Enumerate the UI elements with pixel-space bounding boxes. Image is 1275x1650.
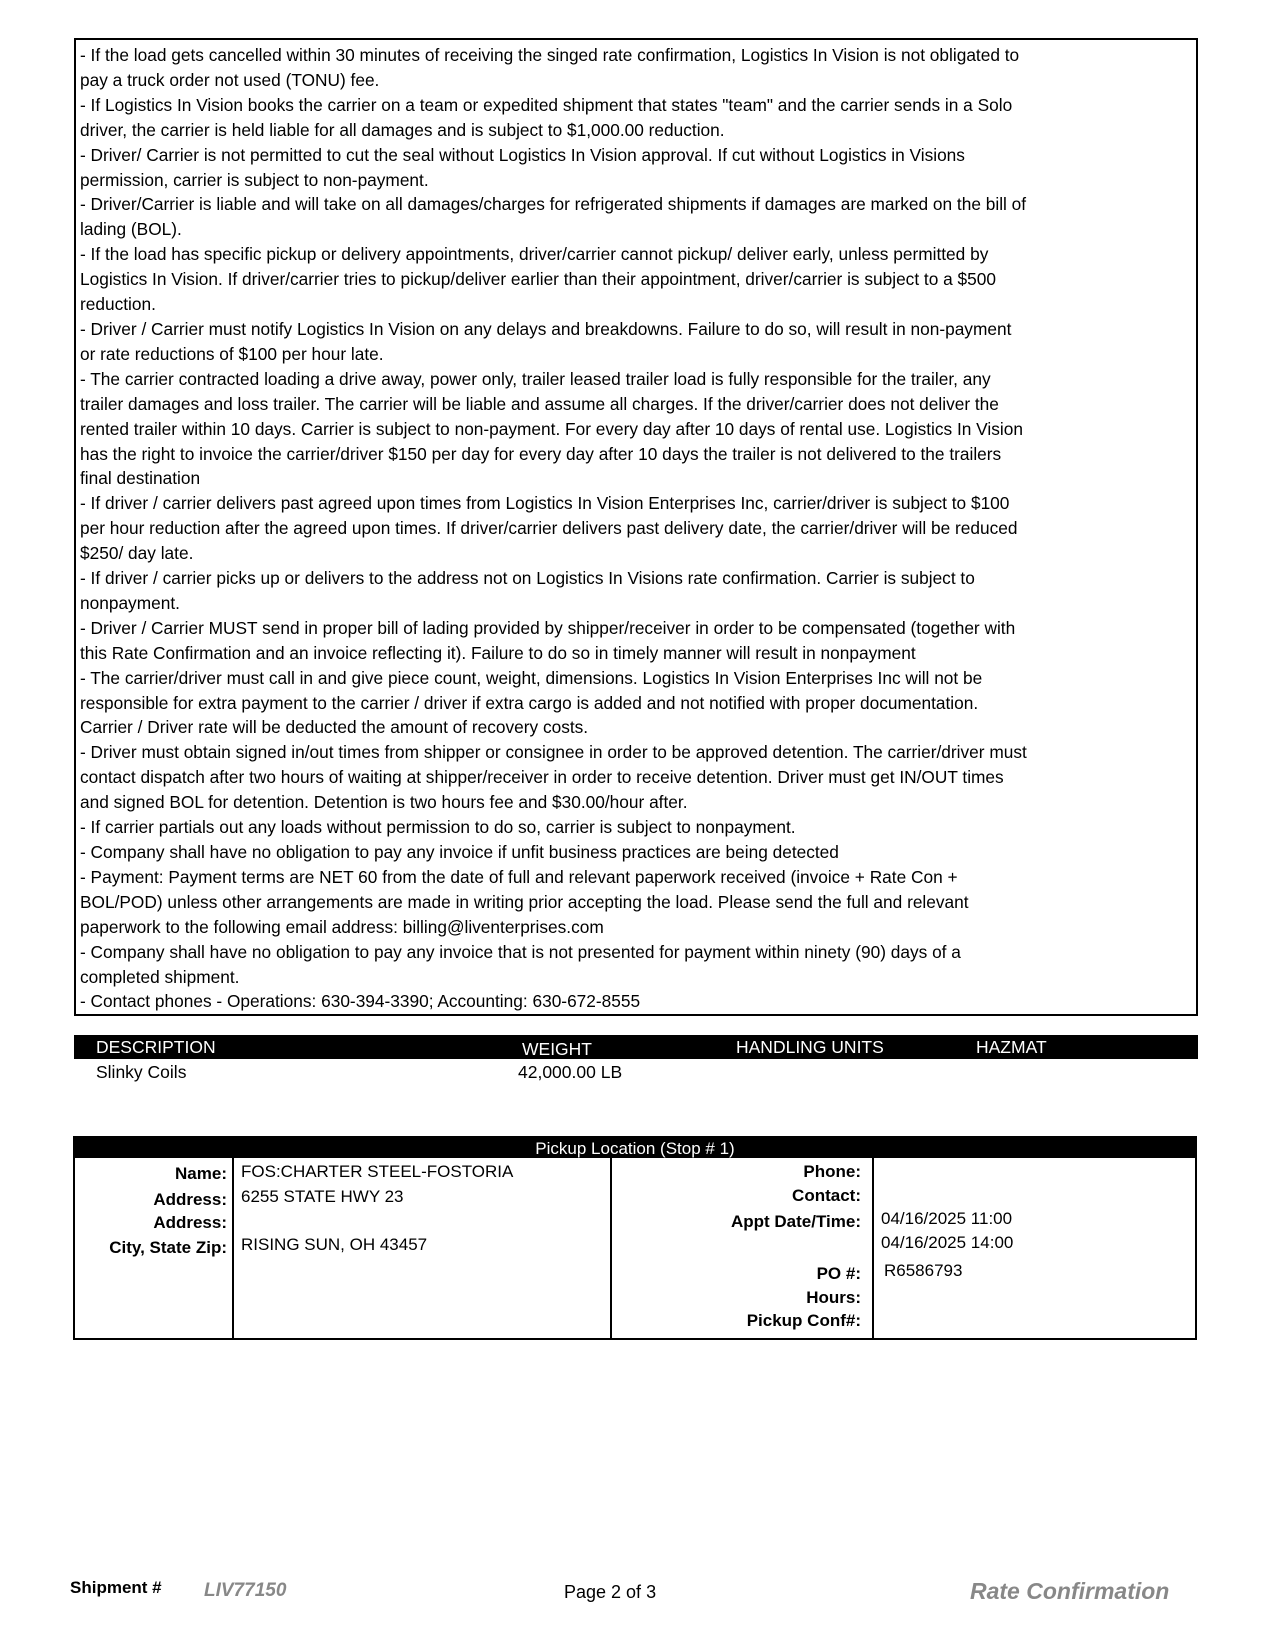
terms-line: - Driver must obtain signed in/out times from shipper or consignee in order to be approved detention. The carrier/driver must (80, 742, 1027, 763)
pickup-name: FOS:CHARTER STEEL-FOSTORIA (241, 1162, 514, 1181)
terms-line: - If driver / carrier delivers past agreed upon times from Logistics In Vision Enterprises Inc, carrier/driver is subject to $100 (80, 493, 1010, 514)
pickup-city-state-zip: RISING SUN, OH 43457 (241, 1235, 428, 1254)
phone-label: Phone: (803, 1162, 861, 1181)
pickup-title: Pickup Location (Stop # 1) (75, 1138, 1195, 1158)
name-label: Name: (175, 1164, 227, 1183)
cargo-weight: 42,000.00 LB (518, 1062, 623, 1082)
column-divider (232, 1158, 234, 1338)
terms-line: - The carrier/driver must call in and give piece count, weight, dimensions. Logistics In Vision Enterprises Inc will not be (80, 667, 983, 688)
po-number-label: PO #: (816, 1264, 861, 1283)
appt-start: 04/16/2025 11:00 (881, 1209, 1013, 1228)
terms-line: permission, carrier is subject to non-payment. (80, 169, 429, 190)
terms-line: Logistics In Vision. If driver/carrier tries to pickup/deliver earlier than their appointment, driver/carrier is subject to a $500 (80, 269, 996, 290)
document-title: Rate Confirmation (970, 1578, 1170, 1604)
shipment-number: LIV77150 (204, 1580, 287, 1601)
terms-line: final destination (80, 468, 201, 489)
terms-line: BOL/POD) unless other arrangements are made in writing prior accepting the load. Please send the full and relevant (80, 891, 969, 912)
column-divider (872, 1158, 874, 1338)
terms-line: pay a truck order not used (TONU) fee. (80, 69, 380, 90)
terms-line: - The carrier contracted loading a drive away, power only, trailer leased trailer load is fully responsible for the trailer, any (80, 368, 991, 389)
terms-line: trailer damages and loss trailer. The carrier will be liable and assume all charges. If the driver/carrier does not deliver the (80, 393, 999, 414)
terms-line: $250/ day late. (80, 543, 194, 564)
terms-line: - If Logistics In Vision books the carrier on a team or expedited shipment that states "team" and the carrier sends in a Solo (80, 94, 1013, 115)
terms-line: per hour reduction after the agreed upon times. If driver/carrier delivers past delivery date, the carrier/driver will be reduced (80, 518, 1018, 539)
page-number: Page 2 of 3 (564, 1582, 657, 1602)
city-state-zip-label: City, State Zip: (109, 1238, 227, 1257)
terms-line: - If the load has specific pickup or delivery appointments, driver/carrier cannot pickup/ deliver early, unless permitted by (80, 244, 989, 265)
cargo-table-header (74, 1035, 1198, 1059)
terms-line: lading (BOL). (80, 219, 182, 240)
terms-line: or rate reductions of $100 per hour late. (80, 343, 384, 364)
terms-line: - If carrier partials out any loads without permission to do so, carrier is subject to nonpayment. (80, 817, 796, 838)
terms-line: - Contact phones - Operations: 630-394-3390; Accounting: 630-672-8555 (80, 991, 641, 1012)
terms-line: completed shipment. (80, 966, 240, 987)
cargo-description: Slinky Coils (96, 1062, 187, 1082)
terms-line: - Company shall have no obligation to pay any invoice that is not presented for payment within ninety (90) days of a (80, 941, 961, 962)
handling-units-header: HANDLING UNITS (736, 1037, 884, 1057)
terms-line: paperwork to the following email address: billing@liventerprises.com (80, 916, 604, 937)
terms-line: contact dispatch after two hours of waiting at shipper/receiver in order to receive detention. Driver must get IN/OUT times (80, 767, 1004, 788)
weight-header: WEIGHT (522, 1039, 592, 1059)
pickup-conf-label: Pickup Conf#: (746, 1311, 861, 1330)
terms-line: this Rate Confirmation and an invoice reflecting it). Failure to do so in timely manner will result in nonpayment (80, 642, 916, 663)
pickup-address: 6255 STATE HWY 23 (241, 1187, 404, 1206)
appt-date-time-label: Appt Date/Time: (730, 1212, 861, 1231)
terms-line: responsible for extra payment to the carrier / driver if extra cargo is added and not notified with proper documentation. (80, 692, 979, 713)
description-header: DESCRIPTION (96, 1037, 216, 1057)
terms-line: - Driver/Carrier is liable and will take on all damages/charges for refrigerated shipments if damages are marked on the bill of (80, 194, 1027, 215)
address-label: Address: (153, 1213, 227, 1232)
shipment-label: Shipment # (70, 1578, 162, 1597)
terms-line: driver, the carrier is held liable for all damages and is subject to $1,000.00 reduction. (80, 119, 725, 140)
terms-line: - If the load gets cancelled within 30 minutes of receiving the singed rate confirmation, Logistics In Vision is not obligated to (80, 45, 1020, 65)
terms-line: - Driver / Carrier MUST send in proper bill of lading provided by shipper/receiver in order to be compensated (together with (80, 617, 1016, 638)
terms-line: has the right to invoice the carrier/driver $150 per day for every day after 10 days the trailer is not delivered to the trailers (80, 443, 1002, 464)
hours-label: Hours: (806, 1288, 861, 1307)
hazmat-header: HAZMAT (976, 1037, 1047, 1057)
terms-line: - Payment: Payment terms are NET 60 from the date of full and relevant paperwork received (invoice + Rate Con + (80, 866, 958, 887)
appt-end: 04/16/2025 14:00 (881, 1233, 1014, 1252)
terms-line: - If driver / carrier picks up or delivers to the address not on Logistics In Visions rate confirmation. Carrier is subject to (80, 568, 975, 589)
cargo-row (74, 1060, 1198, 1084)
pickup-location-table (73, 1136, 1197, 1340)
terms-line: - Company shall have no obligation to pay any invoice if unfit business practices are being detected (80, 842, 839, 862)
terms-line: rented trailer within 10 days. Carrier is subject to non-payment. For every day after 10 days of rental use. Logistics In Vision (80, 418, 1023, 439)
terms-line: nonpayment. (80, 592, 180, 613)
terms-line: and signed BOL for detention. Detention is two hours fee and $30.00/hour after. (80, 792, 688, 813)
terms-line: - Driver / Carrier must notify Logistics In Vision on any delays and breakdowns. Failure to do so, will result in non-payment (80, 318, 1012, 339)
contact-label: Contact: (792, 1186, 861, 1205)
terms-line: reduction. (80, 294, 156, 315)
terms-line: Carrier / Driver rate will be deducted the amount of recovery costs. (80, 717, 589, 738)
address-label: Address: (153, 1190, 227, 1209)
po-number: R6586793 (884, 1261, 963, 1280)
column-divider (610, 1158, 612, 1338)
terms-and-conditions (74, 38, 1198, 1016)
terms-line: - Driver/ Carrier is not permitted to cut the seal without Logistics In Vision approval. If cut without Logistics in Visions (80, 144, 965, 165)
